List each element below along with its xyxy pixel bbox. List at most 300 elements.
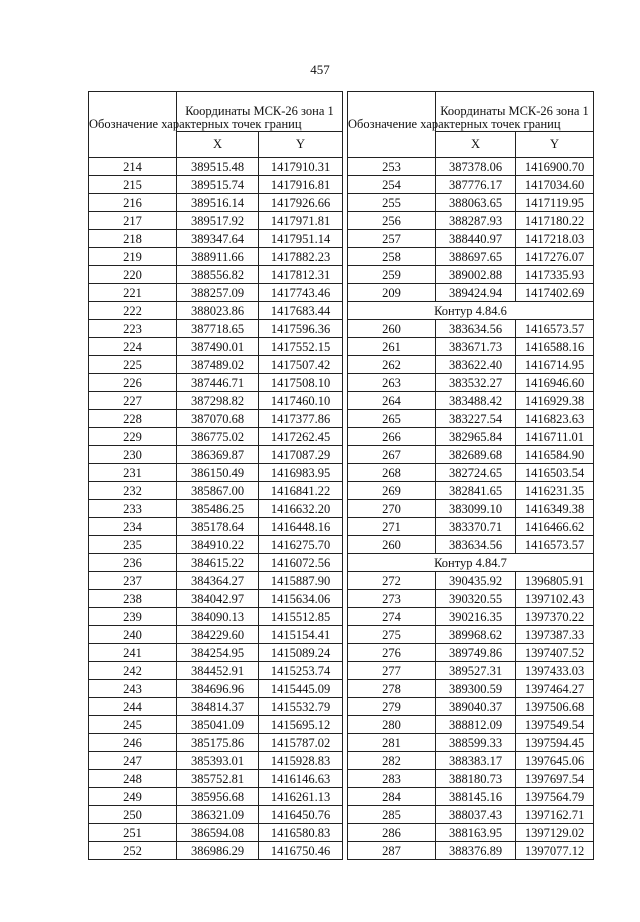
contour-label: Контур 4.84.6 <box>348 302 594 320</box>
table-row <box>89 374 343 392</box>
x-coordinate-cell: 385752.81 <box>177 770 259 788</box>
y-coordinate-cell: 1416573.57 <box>516 320 594 338</box>
table-row <box>89 464 343 482</box>
point-id-cell: 273 <box>348 590 436 608</box>
y-coordinate-cell: 1416714.95 <box>516 356 594 374</box>
point-id-cell: 253 <box>348 158 436 176</box>
coordinates-table-right <box>347 91 594 860</box>
point-id-cell: 245 <box>89 716 177 734</box>
point-id-cell: 287 <box>348 842 436 860</box>
y-coordinate-cell: 1416929.38 <box>516 392 594 410</box>
table-row <box>348 590 594 608</box>
point-id-cell: 276 <box>348 644 436 662</box>
x-coordinate-cell: 389002.88 <box>436 266 516 284</box>
x-coordinate-cell: 385956.68 <box>177 788 259 806</box>
x-coordinate-cell: 384254.95 <box>177 644 259 662</box>
y-coordinate-cell: 1417916.81 <box>259 176 343 194</box>
point-id-cell: 282 <box>348 752 436 770</box>
point-id-cell: 257 <box>348 230 436 248</box>
point-id-cell: 277 <box>348 662 436 680</box>
table-row <box>89 176 343 194</box>
y-coordinate-cell: 1397102.43 <box>516 590 594 608</box>
point-id-cell: 274 <box>348 608 436 626</box>
y-coordinate-cell: 1397387.33 <box>516 626 594 644</box>
y-coordinate-cell: 1416632.20 <box>259 500 343 518</box>
y-coordinate-cell: 1416588.16 <box>516 338 594 356</box>
contour-heading-row <box>348 554 594 572</box>
x-coordinate-cell: 384615.22 <box>177 554 259 572</box>
y-coordinate-cell: 1417951.14 <box>259 230 343 248</box>
table-row <box>89 662 343 680</box>
x-coordinate-cell: 388440.97 <box>436 230 516 248</box>
x-coordinate-cell: 385041.09 <box>177 716 259 734</box>
y-coordinate-cell: 1417218.03 <box>516 230 594 248</box>
x-coordinate-cell: 389517.92 <box>177 212 259 230</box>
x-coordinate-cell: 384696.96 <box>177 680 259 698</box>
y-coordinate-cell: 1397594.45 <box>516 734 594 752</box>
point-id-cell: 284 <box>348 788 436 806</box>
table-row <box>89 698 343 716</box>
y-coordinate-cell: 1416946.60 <box>516 374 594 392</box>
point-id-cell: 224 <box>89 338 177 356</box>
point-id-cell: 235 <box>89 536 177 554</box>
point-id-cell: 264 <box>348 392 436 410</box>
x-coordinate-cell: 389515.48 <box>177 158 259 176</box>
table-row <box>89 482 343 500</box>
point-id-cell: 279 <box>348 698 436 716</box>
y-coordinate-cell: 1417087.29 <box>259 446 343 464</box>
point-id-cell: 283 <box>348 770 436 788</box>
point-id-cell: 215 <box>89 176 177 194</box>
y-coordinate-cell: 1415445.09 <box>259 680 343 698</box>
table-row <box>89 554 343 572</box>
table-row <box>89 230 343 248</box>
y-coordinate-cell: 1397129.02 <box>516 824 594 842</box>
point-id-cell: 236 <box>89 554 177 572</box>
y-coordinate-cell: 1417262.45 <box>259 428 343 446</box>
y-coordinate-cell: 1397162.71 <box>516 806 594 824</box>
x-coordinate-cell: 388812.09 <box>436 716 516 734</box>
table-row <box>348 824 594 842</box>
table-row <box>89 320 343 338</box>
table-row <box>348 680 594 698</box>
x-coordinate-cell: 389516.14 <box>177 194 259 212</box>
x-coordinate-cell: 387490.01 <box>177 338 259 356</box>
point-id-cell: 252 <box>89 842 177 860</box>
table-row <box>348 374 594 392</box>
y-coordinate-cell: 1417882.23 <box>259 248 343 266</box>
coords-column-header: Координаты МСК-26 зона 1 <box>177 92 343 132</box>
point-id-cell: 248 <box>89 770 177 788</box>
x-coordinate-cell: 382965.84 <box>436 428 516 446</box>
x-coordinate-cell: 385867.00 <box>177 482 259 500</box>
point-id-cell: 272 <box>348 572 436 590</box>
table-row <box>89 626 343 644</box>
x-coordinate-cell: 388556.82 <box>177 266 259 284</box>
point-id-cell: 227 <box>89 392 177 410</box>
table-row <box>348 662 594 680</box>
point-id-cell: 266 <box>348 428 436 446</box>
table-row <box>89 716 343 734</box>
table-row <box>348 356 594 374</box>
x-coordinate-cell: 386321.09 <box>177 806 259 824</box>
x-coordinate-cell: 387489.02 <box>177 356 259 374</box>
table-row <box>89 734 343 752</box>
point-id-cell: 280 <box>348 716 436 734</box>
point-id-cell: 233 <box>89 500 177 518</box>
table-row <box>89 590 343 608</box>
point-id-cell: 256 <box>348 212 436 230</box>
table-row <box>89 752 343 770</box>
x-coordinate-cell: 388697.65 <box>436 248 516 266</box>
table-row <box>348 248 594 266</box>
table-row <box>348 194 594 212</box>
x-coordinate-cell: 386775.02 <box>177 428 259 446</box>
y-coordinate-cell: 1416711.01 <box>516 428 594 446</box>
point-id-cell: 241 <box>89 644 177 662</box>
point-column-header: Обозначение характерных точек границ <box>89 92 177 158</box>
point-id-cell: 250 <box>89 806 177 824</box>
x-coordinate-cell: 388180.73 <box>436 770 516 788</box>
y-coordinate-cell: 1416231.35 <box>516 482 594 500</box>
x-coordinate-cell: 384364.27 <box>177 572 259 590</box>
x-coordinate-cell: 385393.01 <box>177 752 259 770</box>
point-id-cell: 240 <box>89 626 177 644</box>
point-id-cell: 222 <box>89 302 177 320</box>
y-coordinate-cell: 1416448.16 <box>259 518 343 536</box>
y-coordinate-cell: 1417971.81 <box>259 212 343 230</box>
table-row <box>89 824 343 842</box>
point-id-cell: 219 <box>89 248 177 266</box>
table-row <box>89 788 343 806</box>
table-row <box>89 536 343 554</box>
y-coordinate-cell: 1417812.31 <box>259 266 343 284</box>
coordinates-table-left <box>88 91 343 860</box>
y-coordinate-cell: 1417596.36 <box>259 320 343 338</box>
table-row <box>89 842 343 860</box>
y-coordinate-cell: 1416573.57 <box>516 536 594 554</box>
point-id-cell: 251 <box>89 824 177 842</box>
y-coordinate-cell: 1416750.46 <box>259 842 343 860</box>
table-row <box>89 302 343 320</box>
y-coordinate-cell: 1416450.76 <box>259 806 343 824</box>
point-id-cell: 271 <box>348 518 436 536</box>
x-coordinate-cell: 390435.92 <box>436 572 516 590</box>
y-coordinate-cell: 1397407.52 <box>516 644 594 662</box>
x-coordinate-cell: 388163.95 <box>436 824 516 842</box>
y-coordinate-cell: 1417034.60 <box>516 176 594 194</box>
table-row <box>348 698 594 716</box>
x-coordinate-cell: 389424.94 <box>436 284 516 302</box>
point-id-cell: 278 <box>348 680 436 698</box>
x-coordinate-cell: 388376.89 <box>436 842 516 860</box>
table-row <box>348 482 594 500</box>
y-coordinate-cell: 1416580.83 <box>259 824 343 842</box>
table-row <box>348 158 594 176</box>
x-coordinate-cell: 386594.08 <box>177 824 259 842</box>
table-row <box>348 608 594 626</box>
y-coordinate-cell: 1417743.46 <box>259 284 343 302</box>
table-row <box>348 644 594 662</box>
table-row <box>89 248 343 266</box>
point-id-cell: 269 <box>348 482 436 500</box>
y-coordinate-cell: 1417377.86 <box>259 410 343 428</box>
point-id-cell: 229 <box>89 428 177 446</box>
table-row <box>348 338 594 356</box>
y-coordinate-cell: 1416275.70 <box>259 536 343 554</box>
point-id-cell: 267 <box>348 446 436 464</box>
x-coordinate-cell: 386986.29 <box>177 842 259 860</box>
y-coordinate-cell: 1415634.06 <box>259 590 343 608</box>
point-id-cell: 228 <box>89 410 177 428</box>
table-row <box>348 536 594 554</box>
x-coordinate-cell: 385486.25 <box>177 500 259 518</box>
table-row <box>89 428 343 446</box>
table-row <box>89 572 343 590</box>
y-column-header: Y <box>516 132 594 158</box>
point-id-cell: 260 <box>348 320 436 338</box>
y-coordinate-cell: 1397077.12 <box>516 842 594 860</box>
y-coordinate-cell: 1415787.02 <box>259 734 343 752</box>
table-row <box>89 608 343 626</box>
point-id-cell: 286 <box>348 824 436 842</box>
point-id-cell: 263 <box>348 374 436 392</box>
x-coordinate-cell: 382689.68 <box>436 446 516 464</box>
point-id-cell: 217 <box>89 212 177 230</box>
y-coordinate-cell: 1397370.22 <box>516 608 594 626</box>
point-id-cell: 216 <box>89 194 177 212</box>
contour-heading-row <box>348 302 594 320</box>
point-id-cell: 232 <box>89 482 177 500</box>
table-row <box>89 410 343 428</box>
x-coordinate-cell: 388257.09 <box>177 284 259 302</box>
table-row <box>348 734 594 752</box>
y-coordinate-cell: 1397506.68 <box>516 698 594 716</box>
x-coordinate-cell: 388599.33 <box>436 734 516 752</box>
point-id-cell: 239 <box>89 608 177 626</box>
table-row <box>89 284 343 302</box>
point-id-cell: 238 <box>89 590 177 608</box>
table-row <box>348 392 594 410</box>
y-coordinate-cell: 1397549.54 <box>516 716 594 734</box>
x-coordinate-cell: 389968.62 <box>436 626 516 644</box>
x-coordinate-cell: 385175.86 <box>177 734 259 752</box>
table-row <box>89 806 343 824</box>
x-coordinate-cell: 388145.16 <box>436 788 516 806</box>
x-coordinate-cell: 386369.87 <box>177 446 259 464</box>
x-coordinate-cell: 389527.31 <box>436 662 516 680</box>
coords-column-header: Координаты МСК-26 зона 1 <box>436 92 594 132</box>
point-id-cell: 243 <box>89 680 177 698</box>
table-row <box>348 770 594 788</box>
x-coordinate-cell: 383634.56 <box>436 536 516 554</box>
point-id-cell: 231 <box>89 464 177 482</box>
table-row <box>89 212 343 230</box>
point-id-cell: 247 <box>89 752 177 770</box>
point-id-cell: 260 <box>348 536 436 554</box>
x-coordinate-cell: 383370.71 <box>436 518 516 536</box>
x-coordinate-cell: 383671.73 <box>436 338 516 356</box>
x-coordinate-cell: 390216.35 <box>436 608 516 626</box>
point-id-cell: 268 <box>348 464 436 482</box>
y-coordinate-cell: 1397464.27 <box>516 680 594 698</box>
point-id-cell: 262 <box>348 356 436 374</box>
x-coordinate-cell: 389347.64 <box>177 230 259 248</box>
y-coordinate-cell: 1397564.79 <box>516 788 594 806</box>
x-coordinate-cell: 383634.56 <box>436 320 516 338</box>
y-coordinate-cell: 1415887.90 <box>259 572 343 590</box>
y-column-header: Y <box>259 132 343 158</box>
x-column-header: X <box>436 132 516 158</box>
point-id-cell: 230 <box>89 446 177 464</box>
y-coordinate-cell: 1416983.95 <box>259 464 343 482</box>
x-coordinate-cell: 387776.17 <box>436 176 516 194</box>
x-coordinate-cell: 388383.17 <box>436 752 516 770</box>
point-id-cell: 246 <box>89 734 177 752</box>
x-coordinate-cell: 387718.65 <box>177 320 259 338</box>
table-row <box>89 356 343 374</box>
point-id-cell: 237 <box>89 572 177 590</box>
y-coordinate-cell: 1416072.56 <box>259 554 343 572</box>
table-row <box>89 680 343 698</box>
x-coordinate-cell: 389515.74 <box>177 176 259 194</box>
point-id-cell: 254 <box>348 176 436 194</box>
x-coordinate-cell: 388023.86 <box>177 302 259 320</box>
y-coordinate-cell: 1396805.91 <box>516 572 594 590</box>
table-row <box>348 572 594 590</box>
x-coordinate-cell: 388287.93 <box>436 212 516 230</box>
x-coordinate-cell: 384814.37 <box>177 698 259 716</box>
x-coordinate-cell: 383532.27 <box>436 374 516 392</box>
table-row <box>348 446 594 464</box>
point-id-cell: 221 <box>89 284 177 302</box>
point-id-cell: 261 <box>348 338 436 356</box>
point-id-cell: 220 <box>89 266 177 284</box>
y-coordinate-cell: 1416584.90 <box>516 446 594 464</box>
y-coordinate-cell: 1397433.03 <box>516 662 594 680</box>
y-coordinate-cell: 1415154.41 <box>259 626 343 644</box>
table-row <box>348 428 594 446</box>
y-coordinate-cell: 1415512.85 <box>259 608 343 626</box>
page-number: 457 <box>310 62 330 77</box>
table-row <box>348 212 594 230</box>
y-coordinate-cell: 1417683.44 <box>259 302 343 320</box>
y-coordinate-cell: 1416349.38 <box>516 500 594 518</box>
table-row <box>89 770 343 788</box>
point-id-cell: 270 <box>348 500 436 518</box>
point-id-cell: 265 <box>348 410 436 428</box>
x-coordinate-cell: 387446.71 <box>177 374 259 392</box>
y-coordinate-cell: 1417552.15 <box>259 338 343 356</box>
x-coordinate-cell: 390320.55 <box>436 590 516 608</box>
x-coordinate-cell: 389040.37 <box>436 698 516 716</box>
y-coordinate-cell: 1416146.63 <box>259 770 343 788</box>
y-coordinate-cell: 1417335.93 <box>516 266 594 284</box>
point-id-cell: 225 <box>89 356 177 374</box>
point-id-cell: 214 <box>89 158 177 176</box>
y-coordinate-cell: 1415928.83 <box>259 752 343 770</box>
table-row <box>89 392 343 410</box>
table-row <box>89 518 343 536</box>
table-row <box>348 230 594 248</box>
x-column-header: X <box>177 132 259 158</box>
point-id-cell: 281 <box>348 734 436 752</box>
y-coordinate-cell: 1417460.10 <box>259 392 343 410</box>
y-coordinate-cell: 1417507.42 <box>259 356 343 374</box>
table-row <box>348 518 594 536</box>
x-coordinate-cell: 387378.06 <box>436 158 516 176</box>
y-coordinate-cell: 1416503.54 <box>516 464 594 482</box>
y-coordinate-cell: 1416823.63 <box>516 410 594 428</box>
y-coordinate-cell: 1417180.22 <box>516 212 594 230</box>
x-coordinate-cell: 384042.97 <box>177 590 259 608</box>
point-id-cell: 275 <box>348 626 436 644</box>
point-id-cell: 285 <box>348 806 436 824</box>
point-id-cell: 259 <box>348 266 436 284</box>
table-row <box>348 176 594 194</box>
point-id-cell: 209 <box>348 284 436 302</box>
point-id-cell: 223 <box>89 320 177 338</box>
table-row <box>348 752 594 770</box>
x-coordinate-cell: 384229.60 <box>177 626 259 644</box>
y-coordinate-cell: 1417402.69 <box>516 284 594 302</box>
y-coordinate-cell: 1416841.22 <box>259 482 343 500</box>
table-row <box>348 842 594 860</box>
point-id-cell: 242 <box>89 662 177 680</box>
table-row <box>348 320 594 338</box>
x-coordinate-cell: 388911.66 <box>177 248 259 266</box>
x-coordinate-cell: 388037.43 <box>436 806 516 824</box>
y-coordinate-cell: 1415532.79 <box>259 698 343 716</box>
table-row <box>348 806 594 824</box>
y-coordinate-cell: 1415695.12 <box>259 716 343 734</box>
y-coordinate-cell: 1416261.13 <box>259 788 343 806</box>
point-id-cell: 218 <box>89 230 177 248</box>
table-row <box>348 266 594 284</box>
table-row <box>89 266 343 284</box>
table-row <box>348 626 594 644</box>
y-coordinate-cell: 1417926.66 <box>259 194 343 212</box>
x-coordinate-cell: 384910.22 <box>177 536 259 554</box>
table-row <box>89 500 343 518</box>
table-row <box>89 338 343 356</box>
y-coordinate-cell: 1397697.54 <box>516 770 594 788</box>
x-coordinate-cell: 384452.91 <box>177 662 259 680</box>
point-id-cell: 244 <box>89 698 177 716</box>
x-coordinate-cell: 383227.54 <box>436 410 516 428</box>
table-row <box>89 158 343 176</box>
x-coordinate-cell: 382724.65 <box>436 464 516 482</box>
y-coordinate-cell: 1417910.31 <box>259 158 343 176</box>
point-column-header: Обозначение характерных точек границ <box>348 92 436 158</box>
x-coordinate-cell: 389749.86 <box>436 644 516 662</box>
y-coordinate-cell: 1417508.10 <box>259 374 343 392</box>
x-coordinate-cell: 383099.10 <box>436 500 516 518</box>
table-row <box>348 500 594 518</box>
table-row <box>348 284 594 302</box>
table-row <box>348 788 594 806</box>
y-coordinate-cell: 1397645.06 <box>516 752 594 770</box>
y-coordinate-cell: 1417119.95 <box>516 194 594 212</box>
y-coordinate-cell: 1417276.07 <box>516 248 594 266</box>
y-coordinate-cell: 1415253.74 <box>259 662 343 680</box>
y-coordinate-cell: 1416466.62 <box>516 518 594 536</box>
x-coordinate-cell: 388063.65 <box>436 194 516 212</box>
x-coordinate-cell: 383488.42 <box>436 392 516 410</box>
table-row <box>348 410 594 428</box>
table-row <box>89 194 343 212</box>
point-id-cell: 249 <box>89 788 177 806</box>
